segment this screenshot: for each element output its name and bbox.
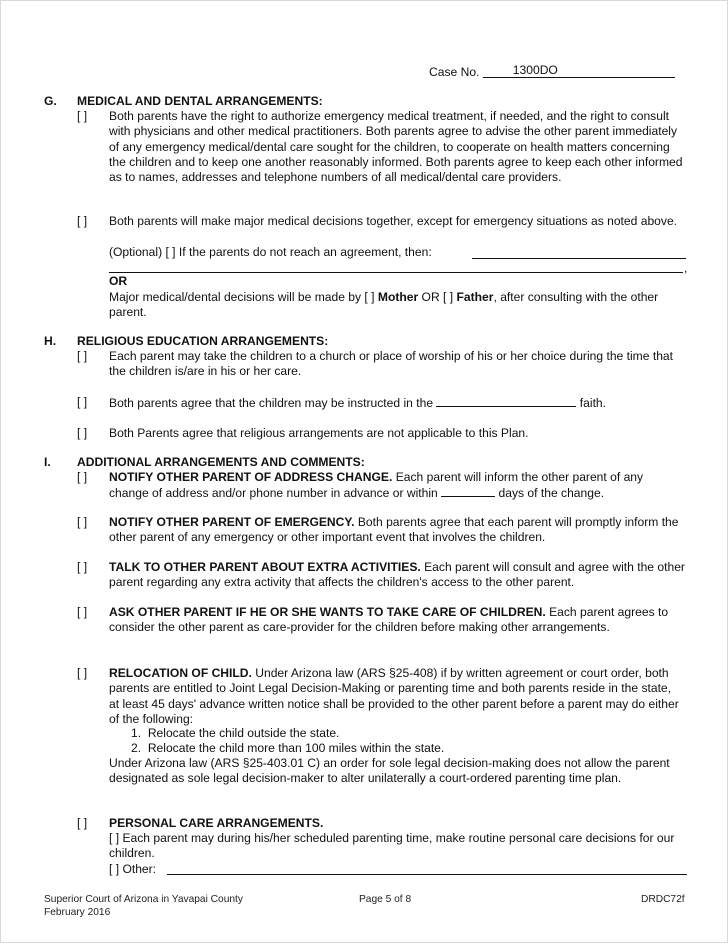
- g-major-suffix: , after consulting with the other parent.: [109, 290, 659, 320]
- h-opt2-pre: Both parents agree that the children may be instructed in the: [109, 396, 434, 410]
- personal-care-opt2[interactable]: [ ] Other:: [109, 862, 157, 876]
- i-item4-body: Each parent agrees to consider the other parent as care-provider for the children before making other arrangements.: [109, 605, 669, 635]
- i-item1-tail: days of the change.: [498, 486, 605, 501]
- footer-form-id: DRDC72f: [641, 894, 685, 905]
- personal-care-opt1[interactable]: [ ] Each parent may during his/her scheduled parenting time, make routine personal care decisions for our children.: [109, 831, 675, 861]
- i-days-field[interactable]: [441, 485, 495, 497]
- g-mother-option[interactable]: Mother: [377, 290, 419, 304]
- g-major-decisions: [109, 290, 691, 321]
- reloc-list-item-1-text: Relocate the child outside the state.: [147, 726, 340, 740]
- i-item3-text: [109, 560, 689, 591]
- i-item2-head: NOTIFY OTHER PARENT OF EMERGENCY.: [109, 515, 355, 529]
- footer-date: February 2016: [44, 907, 111, 918]
- section-i-title: ADDITIONAL ARRANGEMENTS AND COMMENTS:: [77, 455, 365, 469]
- section-g-letter: G.: [44, 94, 57, 108]
- h-opt3-checkbox[interactable]: [ ]: [77, 426, 88, 440]
- i-item1-text: [109, 470, 679, 502]
- i-item3-head: TALK TO OTHER PARENT ABOUT EXTRA ACTIVITIES.: [109, 560, 421, 574]
- i-item3-body: Each parent will consult and agree with the other parent regarding any extra activity that affects the children's access to the other parent.: [109, 560, 685, 590]
- h-opt1-text: Each parent may take the children to a church or place of worship of his or her choice during the time that the children is/are in his or her care.: [109, 349, 674, 379]
- h-opt2-post: faith.: [579, 396, 607, 410]
- g-opt1-text: Both parents have the right to authorize emergency medical treatment, if needed, and the right to consult with physicians and other medical practitioners. Both parents agree to advise the other parent immediately of any emergency medical/dental care sought for the children, to cooperate on health matters concerning the children and to keep one another reasonably informed. Both parents agree to keep each other informed as to names, addresses and telephone numbers of all medical/dental care providers.: [109, 109, 683, 185]
- case-number: [429, 65, 675, 80]
- personal-care-other-line[interactable]: [167, 874, 687, 875]
- g-opt2-text: Both parents will make major medical decisions together, except for emergency situations as noted above.: [109, 214, 678, 228]
- i-item3-checkbox[interactable]: [ ]: [77, 560, 88, 574]
- i-item1-body: Each parent will inform the other parent of any change of address and/or phone number in advance or within: [109, 470, 644, 501]
- case-number-label: Case No.: [429, 65, 480, 79]
- g-opt2-checkbox[interactable]: [ ]: [77, 214, 88, 228]
- h-opt2-text: [109, 395, 606, 411]
- footer-page-number: Page 5 of 8: [359, 894, 412, 905]
- i-item4-checkbox[interactable]: [ ]: [77, 605, 88, 619]
- g-opt1-checkbox[interactable]: [ ]: [77, 109, 88, 123]
- i-item4-head: ASK OTHER PARENT IF HE OR SHE WANTS TO TAKE CARE OF CHILDREN.: [109, 605, 546, 619]
- case-number-field[interactable]: [483, 65, 675, 78]
- personal-care-checkbox[interactable]: [ ]: [77, 816, 88, 830]
- i-item2-text: [109, 515, 679, 546]
- personal-care-head: PERSONAL CARE ARRANGEMENTS.: [109, 816, 324, 830]
- document-page: [1, 1, 728, 944]
- reloc-list-item-1: 1. Relocate the child outside the state.: [131, 726, 340, 740]
- i-item1-checkbox[interactable]: [ ]: [77, 470, 88, 484]
- i-item5-checkbox[interactable]: [ ]: [77, 666, 88, 680]
- g-optional-line-2[interactable]: [109, 272, 683, 273]
- i-item1-head: NOTIFY OTHER PARENT OF ADDRESS CHANGE.: [109, 470, 393, 484]
- g-father-option[interactable]: Father: [456, 290, 494, 304]
- reloc-after-text: Under Arizona law (ARS §25-403.01 C) an order for sole legal decision-making does not allow the parent designated as sole legal decision-maker to alter unilaterally a court-ordered parenting time plan.: [109, 756, 670, 786]
- i-item5-head: RELOCATION OF CHILD.: [109, 666, 252, 680]
- section-g-title: MEDICAL AND DENTAL ARRANGEMENTS:: [77, 94, 323, 108]
- g-or-label: OR: [109, 274, 128, 288]
- g-or-mid: OR [ ]: [418, 290, 457, 304]
- h-opt1-checkbox[interactable]: [ ]: [77, 349, 88, 363]
- i-item2-body: Both parents agree that each parent will promptly inform the other parent of any emergency or other important event that involves the children.: [109, 515, 679, 545]
- h-faith-field[interactable]: [436, 395, 576, 407]
- i-item5-body: Under Arizona law (ARS §25-408) if by written agreement or court order, both parents are entitled to Joint Legal Decision-Making or parenting time and both parents reside in the state, at least 45 days' advance written notice shall be provided to the other parent before a parent may do either of the following:: [109, 666, 679, 726]
- g-optional-comma: ,: [684, 261, 688, 275]
- g-optional-line-1[interactable]: [472, 258, 686, 259]
- reloc-list-item-2-text: Relocate the child more than 100 miles within the state.: [147, 741, 445, 755]
- i-item5-text: [109, 666, 679, 727]
- h-opt2-checkbox[interactable]: [ ]: [77, 395, 88, 409]
- i-item2-checkbox[interactable]: [ ]: [77, 515, 88, 529]
- section-h-title: RELIGIOUS EDUCATION ARRANGEMENTS:: [77, 334, 329, 348]
- i-item4-text: [109, 605, 669, 636]
- g-major-prefix: Major medical/dental decisions will be made by [ ]: [109, 290, 378, 304]
- case-number-value: 1300DO: [512, 63, 558, 77]
- section-i-letter: I.: [44, 455, 51, 469]
- reloc-list-item-2: 2. Relocate the child more than 100 miles within the state.: [131, 741, 445, 755]
- h-opt3-text: Both Parents agree that religious arrangements are not applicable to this Plan.: [109, 426, 529, 440]
- footer-court: Superior Court of Arizona in Yavapai County: [44, 894, 243, 905]
- section-h-letter: H.: [44, 334, 57, 348]
- g-optional-label: (Optional) [ ] If the parents do not reach an agreement, then:: [109, 245, 432, 259]
